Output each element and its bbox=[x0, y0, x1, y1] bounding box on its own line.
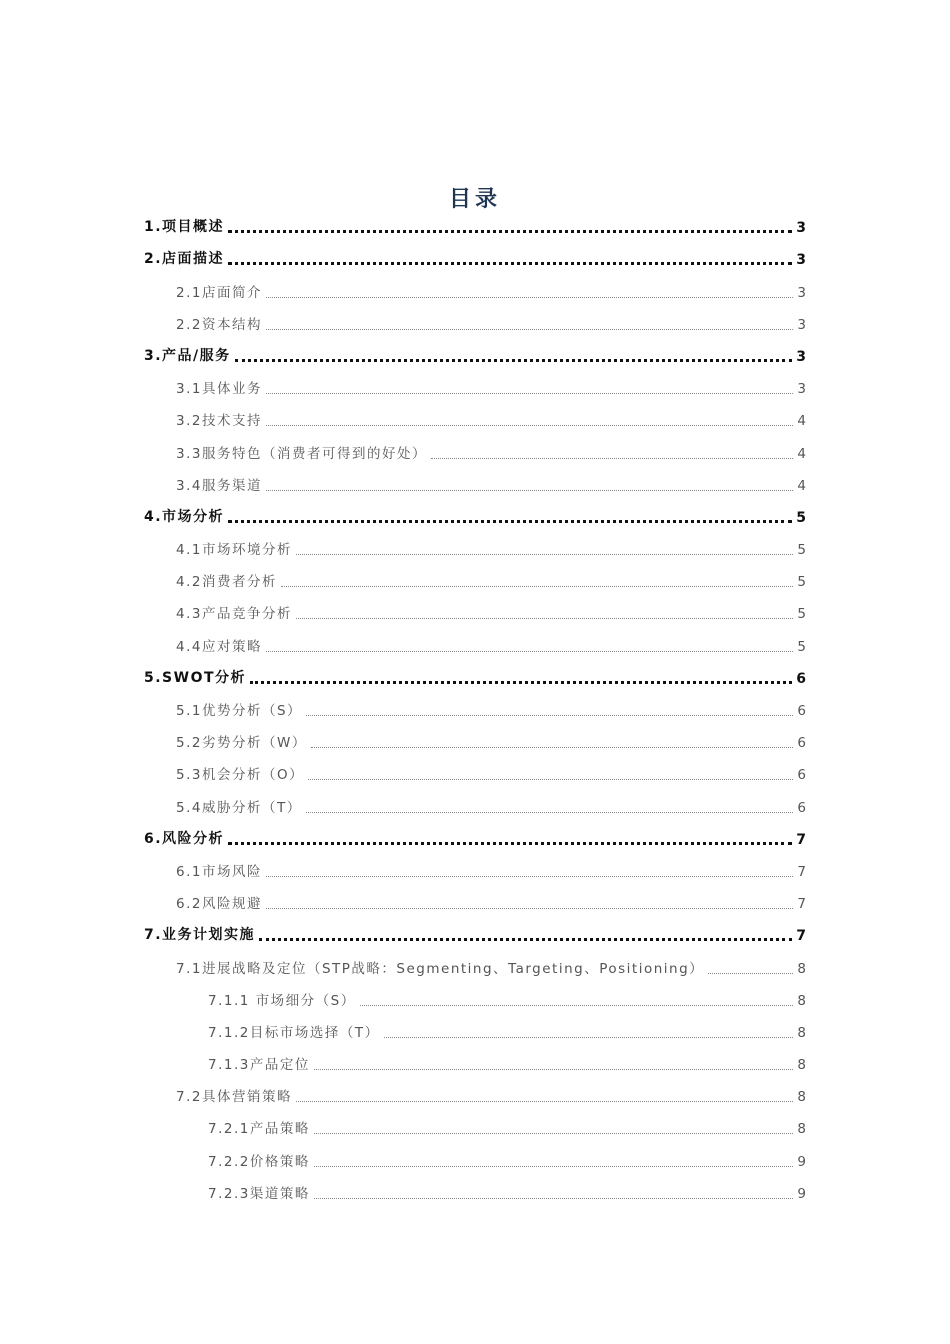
toc-entry-page-number: 8 bbox=[797, 992, 806, 1009]
toc-entry-label: 7.业务计划实施 bbox=[144, 927, 256, 944]
toc-entry-label: 2.店面描述 bbox=[144, 251, 225, 268]
toc-entry-page-number: 7 bbox=[796, 831, 806, 848]
toc-entry[interactable] bbox=[176, 628, 806, 660]
toc-entry-page-number: 5 bbox=[797, 638, 806, 655]
toc-dot-leader bbox=[314, 1198, 794, 1199]
toc-dot-leader bbox=[266, 297, 793, 298]
toc-dot-leader bbox=[281, 586, 793, 587]
toc-entry[interactable] bbox=[176, 564, 806, 596]
toc-dot-leader bbox=[228, 230, 792, 233]
toc-dot-leader bbox=[360, 1005, 794, 1006]
toc-entry[interactable] bbox=[176, 435, 806, 467]
toc-entry-page-number: 4 bbox=[797, 445, 806, 462]
toc-dot-leader bbox=[235, 359, 793, 362]
toc-entry-page-number: 6 bbox=[797, 735, 806, 752]
toc-entry-label: 7.2.3渠道策略 bbox=[208, 1185, 310, 1202]
toc-dot-leader bbox=[296, 1101, 793, 1102]
toc-dot-leader bbox=[228, 520, 792, 523]
toc-entry[interactable] bbox=[208, 1143, 806, 1175]
toc-entry[interactable] bbox=[144, 339, 806, 371]
toc-entry-page-number: 8 bbox=[797, 960, 806, 977]
toc-entry[interactable] bbox=[176, 1079, 806, 1111]
toc-entry-label: 7.1.3产品定位 bbox=[208, 1057, 310, 1074]
toc-entry[interactable] bbox=[176, 886, 806, 918]
toc-entry-page-number: 6 bbox=[797, 703, 806, 719]
toc-dot-leader bbox=[266, 490, 793, 491]
toc-entry-page-number: 5 bbox=[797, 542, 806, 559]
toc-entry[interactable] bbox=[176, 854, 806, 886]
toc-entry-page-number: 6 bbox=[797, 767, 806, 784]
toc-entry[interactable] bbox=[208, 1047, 806, 1079]
toc-dot-leader bbox=[308, 779, 793, 780]
toc-entry[interactable] bbox=[176, 274, 806, 306]
toc-entry[interactable] bbox=[176, 532, 806, 564]
toc-entry[interactable] bbox=[208, 983, 806, 1015]
toc-entry-label: 1.项目概述 bbox=[144, 219, 225, 236]
toc-entry-page-number: 8 bbox=[797, 1024, 806, 1041]
toc-entry[interactable] bbox=[208, 1015, 806, 1047]
toc-entry-page-number: 3 bbox=[796, 348, 806, 365]
toc-entry-page-number: 5 bbox=[797, 574, 806, 591]
toc-entry[interactable] bbox=[208, 1111, 806, 1143]
toc-entry[interactable] bbox=[176, 307, 806, 339]
toc-dot-leader bbox=[228, 842, 792, 845]
toc-entry-label: 2.1店面简介 bbox=[176, 284, 262, 301]
toc-dot-leader bbox=[314, 1069, 794, 1070]
toc-entry[interactable] bbox=[176, 950, 806, 982]
toc-entry[interactable] bbox=[176, 468, 806, 500]
toc-entry[interactable] bbox=[144, 661, 806, 693]
toc-dot-leader bbox=[266, 329, 793, 330]
toc-dot-leader bbox=[228, 262, 792, 265]
toc-entry-label: 4.4应对策略 bbox=[176, 638, 262, 655]
toc-entry-page-number: 3 bbox=[796, 220, 806, 237]
toc-entry-label: 5.4威胁分析（T） bbox=[176, 799, 302, 816]
toc-entry-label: 7.2具体营销策略 bbox=[176, 1089, 292, 1106]
toc-entry-label: 4.2消费者分析 bbox=[176, 574, 277, 591]
toc-entry-label: 7.1.2目标市场选择（T） bbox=[208, 1024, 380, 1041]
toc-entry-label: 4.1市场环境分析 bbox=[176, 542, 292, 559]
toc-entry-label: 6.2风险规避 bbox=[176, 896, 262, 913]
toc-entry-label: 7.1进展战略及定位（STP战略：Segmenting、Targeting、Positioning） bbox=[176, 960, 705, 977]
toc-entry-label: 3.2技术支持 bbox=[176, 413, 262, 430]
toc-entry-page-number: 5 bbox=[796, 509, 806, 526]
toc-entry-page-number: 6 bbox=[797, 799, 806, 816]
toc-entry-label: 5.SWOT分析 bbox=[144, 669, 247, 686]
toc-entry-page-number: 9 bbox=[797, 1185, 806, 1202]
toc-entry-label: 7.2.2价格策略 bbox=[208, 1153, 310, 1170]
toc-entry-label: 7.2.1产品策略 bbox=[208, 1121, 310, 1138]
toc-dot-leader bbox=[266, 425, 793, 426]
toc-dot-leader bbox=[708, 973, 793, 974]
toc-entry[interactable] bbox=[176, 725, 806, 757]
toc-entry-label: 4.3产品竞争分析 bbox=[176, 606, 292, 623]
toc-dot-leader bbox=[306, 715, 793, 716]
toc-entry-label: 3.4服务渠道 bbox=[176, 477, 262, 494]
toc-dot-leader bbox=[431, 458, 793, 459]
toc-entry-label: 3.1具体业务 bbox=[176, 381, 262, 398]
toc-entry-label: 6.风险分析 bbox=[144, 830, 225, 847]
toc-entry[interactable] bbox=[176, 403, 806, 435]
toc-entry-page-number: 3 bbox=[797, 284, 806, 301]
toc-entry-label: 6.1市场风险 bbox=[176, 863, 262, 880]
toc-entry-page-number: 7 bbox=[797, 863, 806, 880]
toc-dot-leader bbox=[266, 393, 793, 394]
toc-entry-page-number: 3 bbox=[797, 381, 806, 398]
toc-entry[interactable] bbox=[176, 596, 806, 628]
toc-entry[interactable] bbox=[176, 693, 806, 725]
toc-entry-label: 5.1优势分析（S） bbox=[176, 703, 303, 719]
toc-entry[interactable] bbox=[144, 822, 806, 854]
toc-dot-leader bbox=[306, 812, 794, 813]
toc-entry[interactable] bbox=[176, 371, 806, 403]
toc-dot-leader bbox=[266, 908, 793, 909]
toc-dot-leader bbox=[266, 876, 793, 877]
toc-entry-label: 5.3机会分析（O） bbox=[176, 767, 305, 784]
toc-entry-page-number: 7 bbox=[796, 928, 806, 945]
toc-entry[interactable] bbox=[208, 1176, 806, 1208]
toc-entry-page-number: 4 bbox=[797, 477, 806, 494]
toc-entry-page-number: 8 bbox=[797, 1121, 806, 1138]
toc-entry-page-number: 5 bbox=[797, 606, 806, 623]
toc-entry-label: 3.3服务特色（消费者可得到的好处） bbox=[176, 445, 427, 462]
toc-entry-page-number: 6 bbox=[796, 670, 806, 687]
toc-dot-leader bbox=[384, 1037, 794, 1038]
toc-dot-leader bbox=[311, 747, 794, 748]
toc-list bbox=[0, 210, 950, 1208]
toc-dot-leader bbox=[314, 1133, 794, 1134]
toc-entry-label: 4.市场分析 bbox=[144, 508, 225, 525]
toc-entry-label: 3.产品/服务 bbox=[144, 347, 231, 364]
toc-entry[interactable] bbox=[144, 210, 806, 242]
toc-entry-label: 5.2劣势分析（W） bbox=[176, 735, 307, 752]
toc-dot-leader bbox=[266, 651, 793, 652]
toc-entry-page-number: 8 bbox=[797, 1057, 806, 1074]
toc-entry-page-number: 9 bbox=[797, 1153, 806, 1170]
toc-entry[interactable] bbox=[176, 757, 806, 789]
toc-entry-label: 2.2资本结构 bbox=[176, 316, 262, 333]
toc-title: 目录 bbox=[448, 187, 501, 212]
toc-entry-page-number: 3 bbox=[797, 316, 806, 333]
toc-entry[interactable] bbox=[144, 918, 806, 950]
toc-dot-leader bbox=[296, 554, 793, 555]
toc-dot-leader bbox=[250, 681, 792, 684]
toc-entry-page-number: 7 bbox=[797, 896, 806, 913]
toc-entry[interactable] bbox=[176, 789, 806, 821]
toc-entry-label: 7.1.1 市场细分（S） bbox=[208, 992, 356, 1009]
toc-entry-page-number: 3 bbox=[796, 252, 806, 269]
toc-dot-leader bbox=[259, 938, 792, 941]
toc-entry[interactable] bbox=[144, 242, 806, 274]
toc-entry[interactable] bbox=[144, 500, 806, 532]
toc-dot-leader bbox=[296, 618, 793, 619]
toc-entry-page-number: 8 bbox=[797, 1089, 806, 1106]
toc-entry-page-number: 4 bbox=[797, 413, 806, 430]
toc-dot-leader bbox=[314, 1166, 794, 1167]
